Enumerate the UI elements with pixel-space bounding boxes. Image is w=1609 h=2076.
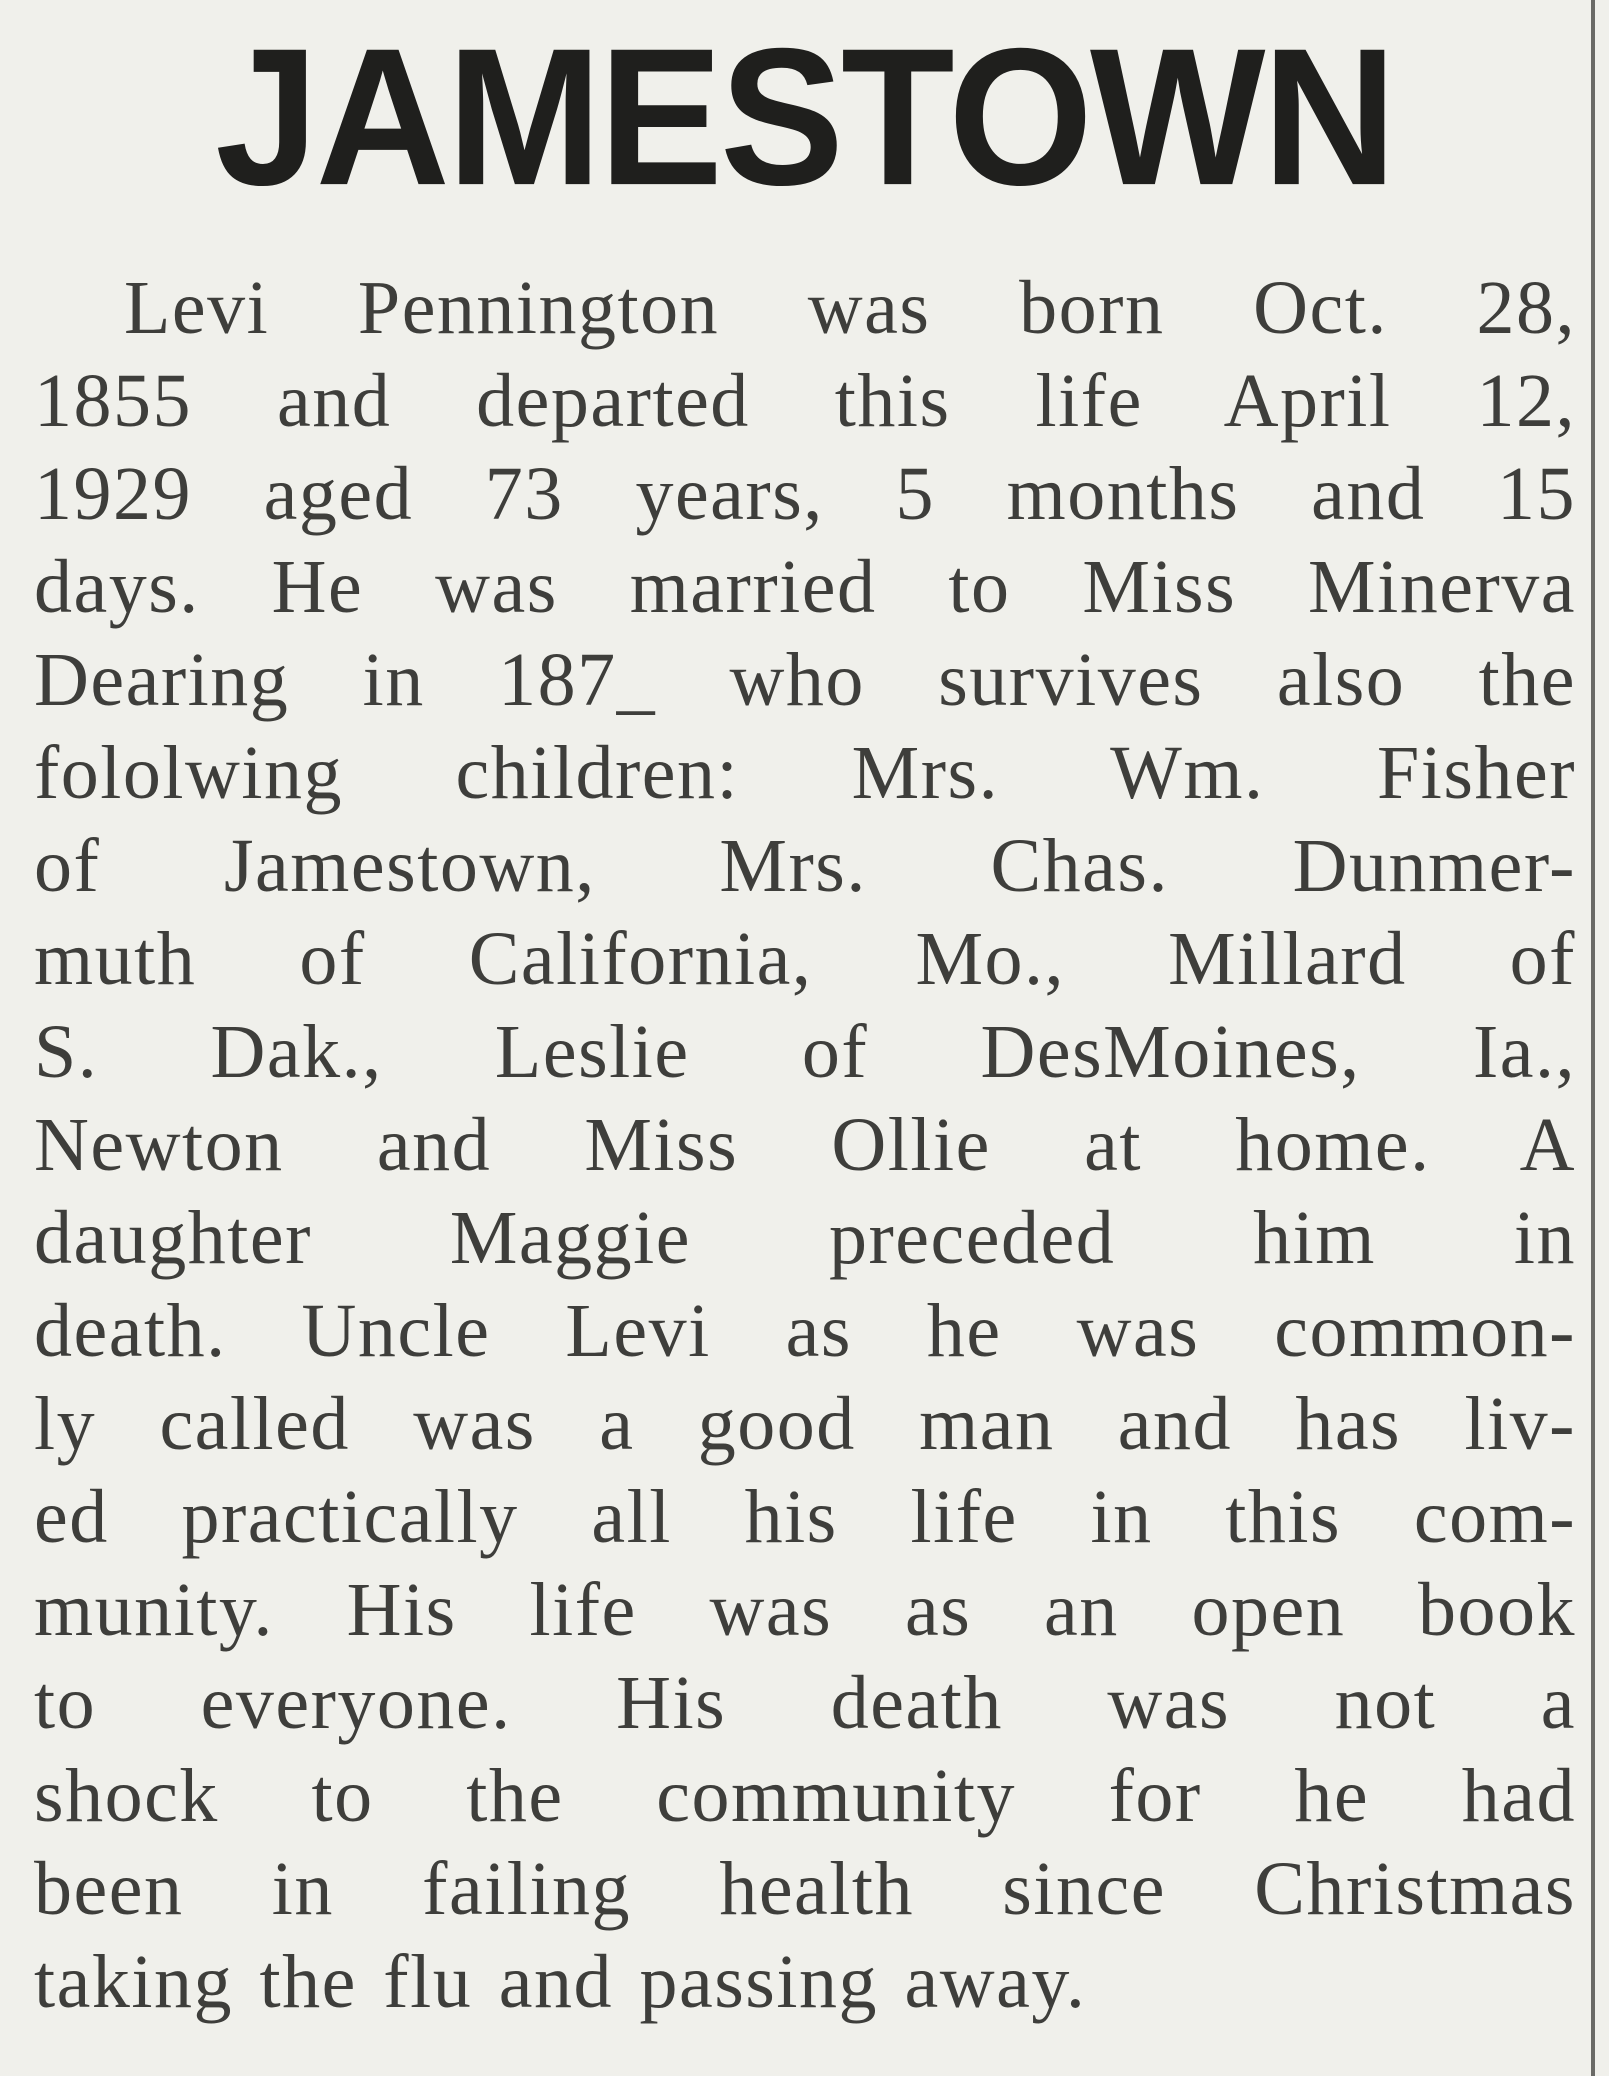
column-rule — [1591, 0, 1595, 2076]
article-line: days. He was married to Miss Minerva — [34, 545, 1576, 629]
article-line: ly called was a good man and has liv- — [34, 1382, 1576, 1466]
headline: JAMESTOWN — [215, 8, 1394, 227]
article-line: munity. His life was as an open book — [34, 1568, 1576, 1652]
article-line: daughter Maggie preceded him in — [34, 1196, 1576, 1280]
article-line: Dearing in 187_ who survives also the — [34, 638, 1576, 722]
article-line: been in failing health since Christmas — [34, 1847, 1576, 1931]
article-line: to everyone. His death was not a — [34, 1661, 1576, 1745]
obituary-text — [34, 262, 1576, 2029]
article-line: Newton and Miss Ollie at home. A — [34, 1103, 1576, 1187]
article-line: 1929 aged 73 years, 5 months and 15 — [34, 452, 1576, 536]
article-line: fololwing children: Mrs. Wm. Fisher — [34, 731, 1576, 815]
article-line: taking the flu and passing away. — [34, 1940, 1087, 2024]
article-line: death. Uncle Levi as he was common- — [34, 1289, 1576, 1373]
article-line: shock to the community for he had — [34, 1754, 1576, 1838]
article-line: ed practically all his life in this com- — [34, 1475, 1576, 1559]
article-line: muth of California, Mo., Millard of — [34, 917, 1576, 1001]
article-line: 1855 and departed this life April 12, — [34, 359, 1576, 443]
article-line: S. Dak., Leslie of DesMoines, Ia., — [34, 1010, 1576, 1094]
article-line: of Jamestown, Mrs. Chas. Dunmer- — [34, 824, 1576, 908]
article-line: Levi Pennington was born Oct. 28, — [124, 266, 1576, 350]
